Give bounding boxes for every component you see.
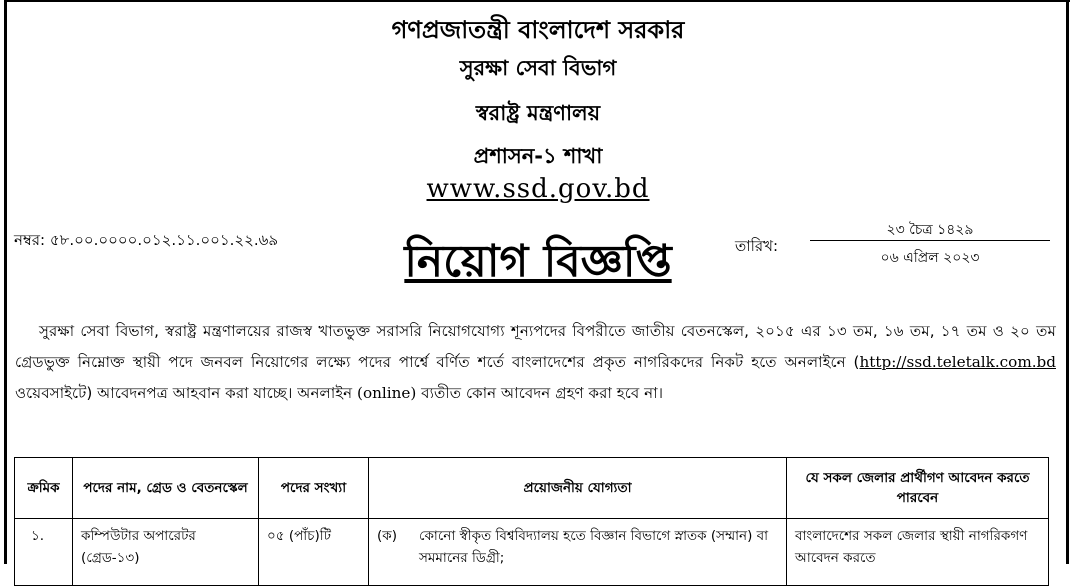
online-text: (online): [357, 384, 417, 402]
cell-post: কম্পিউটার অপারেটর (গ্রেড-১৩): [73, 519, 259, 586]
column-header-districts: যে সকল জেলার প্রার্থীগণ আবেদন করতে পারবেন: [787, 458, 1049, 519]
table-header-row: [15, 458, 1049, 519]
government-name: গণপ্রজাতন্ত্রী বাংলাদেশ সরকার: [391, 16, 685, 44]
date-divider: [810, 240, 1050, 241]
page-border-top: [4, 0, 1070, 2]
body-text-2: ওয়েবসাইটে) আবেদনপত্র আহবান করা যাচ্ছে। অনলাইন: [15, 384, 358, 402]
date-label: তারিখ:: [735, 237, 779, 255]
date-bangla: ২৩ চৈত্র ১৪২৯: [886, 222, 974, 238]
column-header-post: পদের নাম, গ্রেড ও বেতনস্কেল: [73, 458, 259, 519]
cell-serial: ১.: [15, 519, 73, 586]
cell-count: ০৫ (পাঁচ)টি: [259, 519, 369, 586]
application-link[interactable]: http://ssd.teletalk.com.bd: [859, 353, 1056, 371]
date-gregorian: ০৬ এপ্রিল ২০২৩: [880, 250, 980, 266]
qualification-text: কোনো স্বীকৃত বিশ্ববিদ্যালয় হতে বিজ্ঞান বিভাগে স্নাতক (সম্মান) বা সমমানের ডিগ্রী;: [419, 528, 769, 566]
body-text-1: সুরক্ষা সেবা বিভাগ, স্বরাষ্ট্র মন্ত্রণালয়ের রাজস্ব খাতভুক্ত সরাসরি নিয়োগযোগ্য শূন্যপদের বিপরীতে জাতীয় বেতনস্কেল, ২০১৫ এর ১৩ তম, ১৬ তম, ১৭ তম ও ২০ তম গ্রেডভুক্ত নিম্নোক্ত স্থায়ী পদে জনবল নিয়োগের লক্ষ্যে পদের পার্শ্বে বর্ণিত শর্তে বাংলাদেশের প্রকৃত নাগরিকদের নিকট হতে অনলাইনে (: [15, 322, 1056, 371]
website-link[interactable]: www.ssd.gov.bd: [426, 174, 650, 204]
body-text-3: ব্যতীত কোন আবেদন গ্রহণ করা হবে না।: [416, 384, 664, 402]
notice-title: নিয়োগ বিজ্ঞপ্তি: [404, 236, 672, 287]
notice-body: [15, 316, 1056, 409]
qualification-marker: (ক): [377, 528, 397, 544]
cell-districts: বাংলাদেশের সকল জেলার স্থায়ী নাগরিকগণ আবেদন করতে: [787, 519, 1049, 586]
column-header-qualification: প্রয়োজনীয় যোগ্যতা: [369, 458, 787, 519]
division-name: সুরক্ষা সেবা বিভাগ: [459, 56, 617, 80]
cell-qualification: [369, 519, 787, 586]
memo-number: নম্বর: ৫৮.০০.০০০০.০১২.১১.০০১.২২.৬৯: [14, 231, 279, 249]
ministry-name: স্বরাষ্ট্র মন্ত্রণালয়: [475, 101, 601, 125]
table-row: [15, 519, 1049, 586]
column-header-count: পদের সংখ্যা: [259, 458, 369, 519]
branch-name: প্রশাসন-১ শাখা: [473, 144, 603, 168]
vacancy-table: [14, 457, 1049, 586]
column-header-serial: ক্রমিক: [15, 458, 73, 519]
